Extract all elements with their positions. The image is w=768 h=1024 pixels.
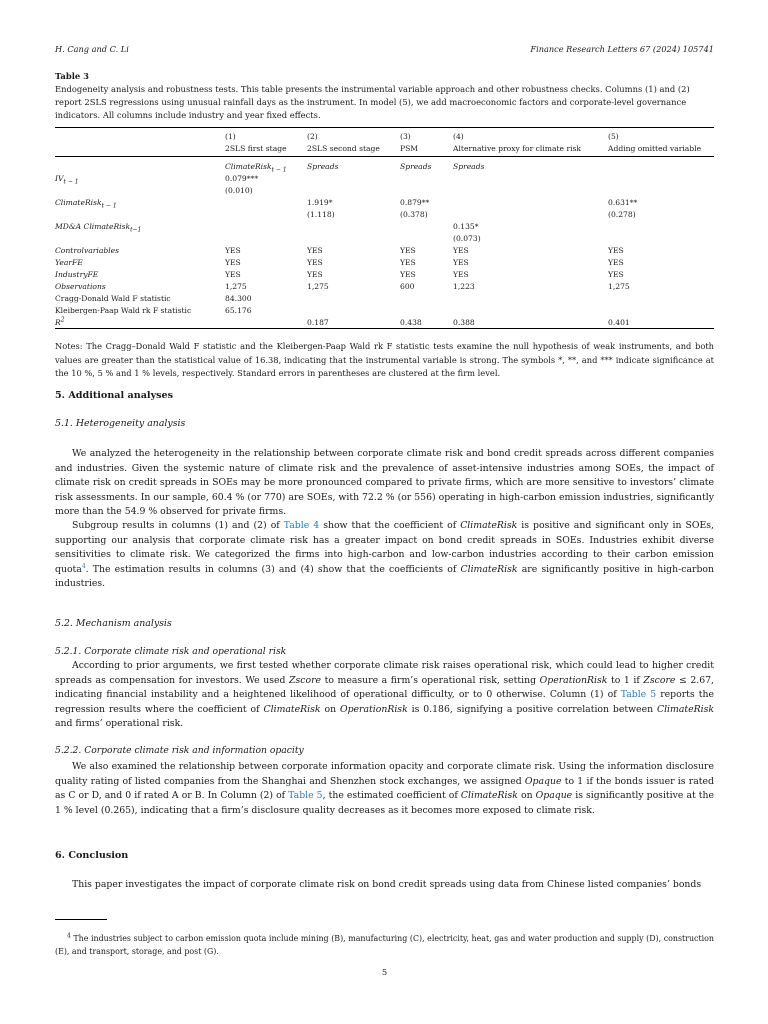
- table-row-mda: [55, 221, 714, 233]
- table-row-yearfe: [55, 257, 714, 269]
- cell: [608, 221, 714, 233]
- dep-var: Spreads: [400, 162, 432, 171]
- dependent-var-row: [55, 161, 714, 173]
- cell: [400, 305, 453, 317]
- table-col-titles-row: [55, 143, 714, 155]
- cell: 65.176: [225, 306, 252, 315]
- table-col-numbers-row: [55, 131, 714, 143]
- row-label: MD&A ClimateRisk$_{t-1}$: [55, 222, 142, 234]
- dep-var: Spreads: [307, 162, 339, 171]
- row-label: ClimateRisk$_{t - 1}$: [55, 198, 117, 210]
- cell: [453, 305, 608, 317]
- cell: [225, 197, 307, 209]
- cell: 0.438: [400, 318, 422, 327]
- cell-se: [225, 209, 307, 221]
- cell: [400, 173, 453, 185]
- dep-var: ClimateRisk$_{t - 1}$: [225, 162, 287, 174]
- table-caption-text: Endogeneity analysis and robustness tests. This table presents the instrumental variable approach and other robustness checks. Columns (1) and (2) report 2SLS regressions using unusual rainfall days as the instrument. In model (5), we add macroeconomic factors and corporate-level governance indicators. All columns include industry and year fixed effects.: [55, 84, 690, 120]
- cell: YES: [307, 258, 323, 267]
- col-title: PSM: [400, 144, 419, 153]
- running-head-authors: H. Cang and C. Li: [55, 44, 129, 54]
- table-row-industryfe: [55, 269, 714, 281]
- cell-se: [400, 185, 453, 197]
- cell: [307, 293, 400, 305]
- cell: 1,275: [608, 282, 630, 291]
- col-number: (3): [400, 132, 411, 141]
- cell: YES: [453, 246, 469, 255]
- regression-table: [55, 131, 714, 329]
- cell: 1,223: [453, 282, 475, 291]
- dep-var: [608, 161, 714, 173]
- cell: 1,275: [307, 282, 329, 291]
- cell: 1.919*: [307, 198, 333, 207]
- table-row-kleibergen-paap: [55, 305, 714, 317]
- section-heading: 5. Additional analyses: [55, 390, 174, 401]
- table-row-iv: [55, 173, 714, 185]
- cell: [608, 305, 714, 317]
- cell: [453, 173, 608, 185]
- table-row-controls: [55, 245, 714, 257]
- table-row-climate-se: [55, 209, 714, 221]
- cell: YES: [453, 258, 469, 267]
- cell: YES: [400, 258, 416, 267]
- cell: [307, 173, 400, 185]
- footnote-ref[interactable]: 4: [81, 562, 86, 570]
- table-notes: Notes: The Cragg–Donald Wald F statistic and the Kleibergen-Paap Wald rk F statistic tests examine the null hypothesis of weak instruments, and both values are greater than the statistical value of 16.38, indicating that the instrumental variable is strong. The symbols *, **, and *** indicate significance at the 10 %, 5 % and 1 % levels, respectively. Standard errors in parentheses are clustered at the firm level.: [55, 341, 714, 379]
- subsection-heading: 5.1. Heterogeneity analysis: [55, 418, 186, 429]
- table-row-climate: [55, 197, 714, 209]
- cell: 1,275: [225, 282, 247, 291]
- cell: YES: [453, 270, 469, 279]
- cell-se: [608, 185, 714, 197]
- cell-se: (0.378): [400, 210, 428, 219]
- col-title: Alternative proxy for climate risk: [453, 144, 582, 153]
- cell-se: [307, 233, 400, 245]
- cell: YES: [608, 246, 624, 255]
- cell: 0.079***: [225, 174, 259, 183]
- cell: YES: [608, 270, 624, 279]
- running-head-journal: Finance Research Letters 67 (2024) 105741: [530, 44, 714, 54]
- col-number: (2): [307, 132, 318, 141]
- cell: YES: [400, 246, 416, 255]
- table4-link[interactable]: Table 4: [283, 520, 320, 531]
- cell: [400, 221, 453, 233]
- paragraph: This paper investigates the impact of corporate climate risk on bond credit spreads using data from Chinese listed companies’ bonds: [72, 879, 702, 890]
- table-row-cragg-donald: [55, 293, 714, 305]
- table-label: Table 3: [55, 71, 89, 81]
- paragraph: We analyzed the heterogeneity in the relationship between corporate climate risk and bond credit spreads across different companies and industries. Given the systemic nature of climate risk and the prevalence of asset-intensive industries among SOEs, the impact of climate risk on credit spreads in SOEs may be more pronounced compared to private firms, which are more sensitive to investors’ climate risk assessments. In our sample, 60.4 % (or 770) are SOEs, with 72.2 % (or 556) operating in high-carbon emission industries, significantly more than the 54.9 % observed for private firms.: [55, 448, 714, 518]
- cell: YES: [225, 270, 241, 279]
- row-label: YearFE: [55, 258, 83, 267]
- cell: [225, 221, 307, 233]
- cell: [608, 173, 714, 185]
- cell: YES: [225, 258, 241, 267]
- paper-page: [55, 0, 714, 1024]
- cell: [307, 305, 400, 317]
- paragraph: Subgroup results in columns (1) and (2) of Table 4 show that the coefficient of ClimateRisk is positive and significant only in SOEs, supporting our analysis that corporate climate risk has a greater impact on bond credit spreads in SOEs. Industries exhibit diverse sensitivities to climate risk. We categorized the firms into high-carbon and low-carbon industries according to their carbon emission quota$^4$. The estimation results in columns (3) and (4) show that the coefficients of ClimateRisk are significantly positive in high-carbon industries.: [55, 520, 714, 590]
- cell-se: (0.010): [225, 186, 253, 195]
- cell-se: (0.278): [608, 210, 636, 219]
- cell: 0.187: [307, 318, 329, 327]
- cell: 600: [400, 282, 415, 291]
- cell: YES: [307, 246, 323, 255]
- cell: [453, 293, 608, 305]
- cell: [400, 293, 453, 305]
- footnote-rule: [55, 919, 107, 920]
- row-label: IndustryFE: [55, 270, 99, 279]
- cell: 0.401: [608, 318, 630, 327]
- table-caption: [55, 70, 714, 122]
- cell-se: [400, 233, 453, 245]
- cell: YES: [608, 258, 624, 267]
- page-number: 5: [381, 967, 388, 977]
- table-top-rule: [55, 127, 714, 128]
- col-title: 2SLS second stage: [307, 144, 380, 153]
- dep-var: Spreads: [453, 162, 485, 171]
- cell-se: [608, 233, 714, 245]
- footnote: $^4$ The industries subject to carbon emission quota include mining (B), manufacturing (C), electricity, heat, gas and water production and supply (D), construction (E), and transport, storage, and post (G).: [55, 932, 714, 956]
- row-label: $IV_{t - 1}$: [55, 174, 79, 186]
- row-label: $R^2$: [55, 316, 65, 327]
- running-head: [55, 44, 714, 54]
- table5-link[interactable]: Table 5: [620, 689, 657, 701]
- table-row-iv-se: [55, 185, 714, 197]
- cell-se: [307, 185, 400, 197]
- row-label: Observations: [55, 282, 106, 291]
- cell: [453, 197, 608, 209]
- paragraph: According to prior arguments, we first tested whether corporate climate risk raises operational risk, which could lead to higher credit spreads as compensation for investors. We used Zscore to measure a firm’s operational risk, setting OperationRisk to 1 if Zscore ≤ 2.67, indicating financial instability and a heightened likelihood of operational difficulty, or to 0 otherwise. Column (1) of Table 5 reports the regression results where the coefficient of ClimateRisk on OperationRisk is 0.186, signifying a positive correlation between ClimateRisk and firms’ operational risk.: [55, 660, 715, 730]
- table-row-mda-se: [55, 233, 714, 245]
- section-heading: 6. Conclusion: [55, 850, 129, 861]
- cell: YES: [225, 246, 241, 255]
- col-number: (4): [453, 132, 464, 141]
- cell: [307, 221, 400, 233]
- cell: [225, 317, 307, 329]
- cell-se: (1.118): [307, 210, 335, 219]
- cell-se: (0.073): [453, 234, 481, 243]
- cell: 0.388: [453, 318, 475, 327]
- col-number: (1): [225, 132, 236, 141]
- row-label: Controlvariables: [55, 246, 120, 255]
- col-title: 2SLS first stage: [225, 144, 287, 153]
- cell: 0.879**: [400, 198, 430, 207]
- row-label: Cragg-Donald Wald F statistic: [55, 294, 171, 303]
- cell-se: [453, 185, 608, 197]
- subsubsection-heading: 5.2.2. Corporate climate risk and information opacity: [55, 745, 304, 756]
- subsection-heading: 5.2. Mechanism analysis: [55, 618, 172, 629]
- subsubsection-heading: 5.2.1. Corporate climate risk and operational risk: [55, 646, 287, 657]
- cell-se: [453, 209, 608, 221]
- paragraph: We also examined the relationship between corporate information opacity and corporate climate risk. Using the information disclosure quality rating of listed companies from the Shanghai and Shenzhen stock exchanges, we assigned Opaque to 1 if the bonds issuer is rated as C or D, and 0 if rated A or B. In Column (2) of Table 5, the estimated coefficient of ClimateRisk on Opaque is significantly positive at the 1 % level (0.265), indicating that a firm’s disclosure quality decreases as it becomes more exposed to climate risk.: [55, 761, 714, 816]
- cell: 84.300: [225, 294, 252, 303]
- cell: 0.631**: [608, 198, 638, 207]
- col-title: Adding omitted variable: [608, 144, 702, 153]
- col-number: (5): [608, 132, 619, 141]
- cell-se: [225, 233, 307, 245]
- cell: YES: [307, 270, 323, 279]
- row-label: Kleibergen-Paap Wald rk F statistic: [55, 306, 192, 315]
- table-row-r-squared: [55, 317, 714, 329]
- cell: [608, 293, 714, 305]
- cell: 0.135*: [453, 222, 479, 231]
- cell: YES: [400, 270, 416, 279]
- table5-link[interactable]: Table 5: [288, 790, 323, 802]
- table-row-observations: [55, 281, 714, 293]
